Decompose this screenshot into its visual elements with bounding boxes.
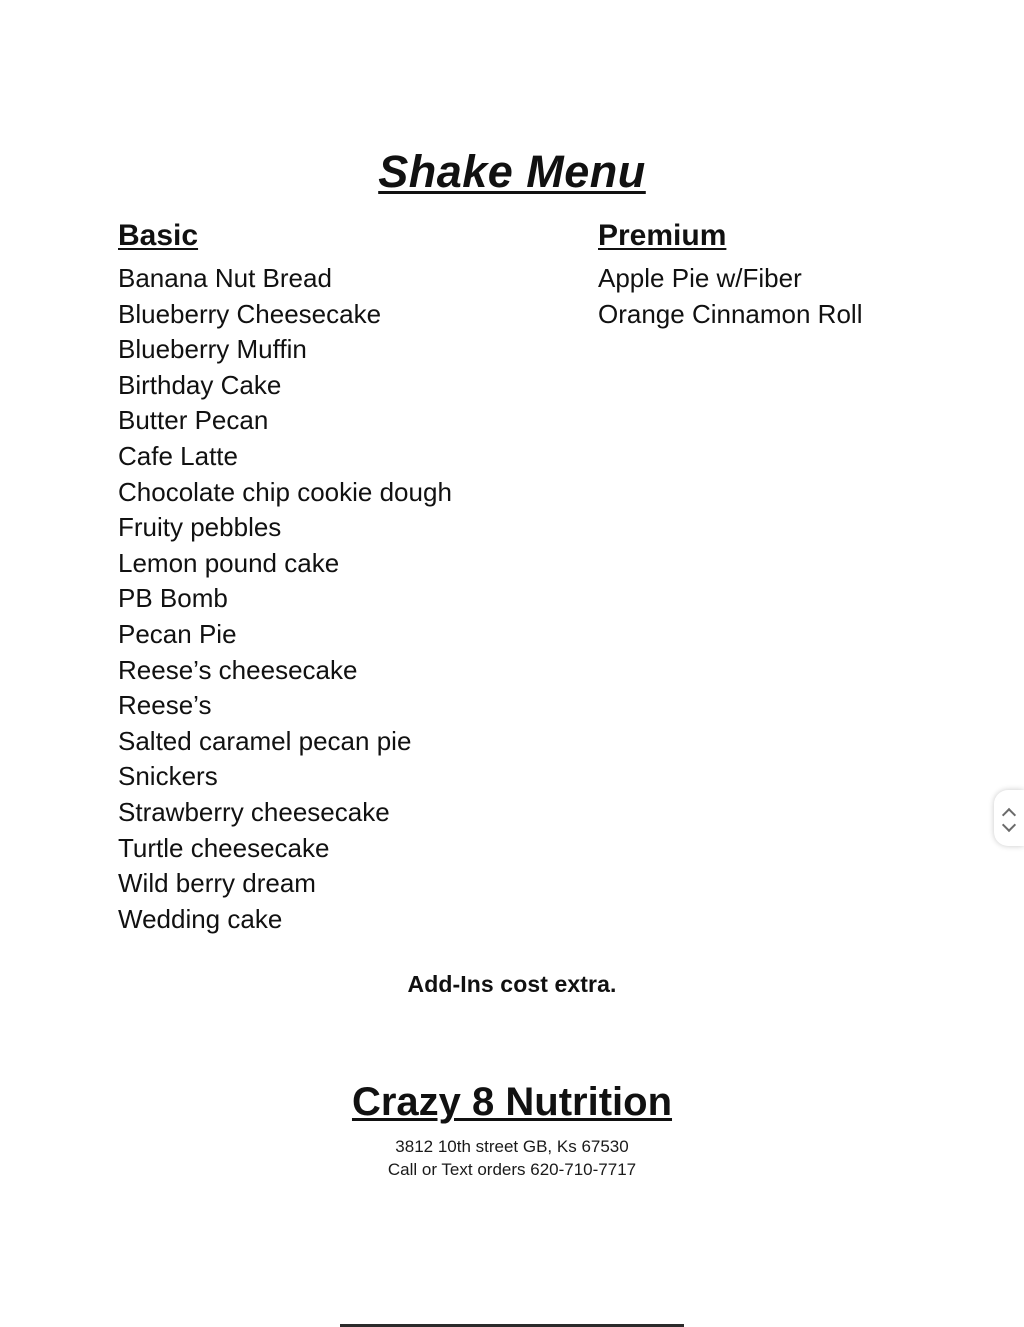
chevron-down-icon[interactable] [1003,821,1016,828]
menu-columns [118,218,918,937]
list-item: PB Bomb [118,583,228,614]
scroll-control[interactable] [994,790,1024,846]
menu-column-premium [598,218,918,332]
menu-column-basic [118,218,598,937]
list-item: Reese’s [118,690,212,721]
column-heading-premium [598,218,918,254]
premium-shake-list [598,261,918,332]
list-item: Wedding cake [118,903,283,934]
column-heading-basic [118,218,598,254]
list-item: Blueberry Muffin [118,334,307,365]
basic-shake-list [118,261,598,937]
list-item: Banana Nut Bread [118,263,332,293]
list-item: Salted caramel pecan pie [118,725,412,756]
list-item: Chocolate chip cookie dough [118,476,452,507]
list-item: Pecan Pie [118,618,237,649]
address-line: 3812 10th street GB, Ks 67530 [395,1137,629,1156]
chevron-up-icon[interactable] [1003,809,1016,816]
business-name [0,1080,1024,1125]
list-item: Strawberry cheesecake [118,796,390,827]
contact-block [0,1135,1024,1181]
list-item: Orange Cinnamon Roll [598,298,863,329]
page-title-text: Shake Menu [378,146,646,197]
column-heading-basic-text: Basic [118,219,199,252]
list-item: Reese’s cheesecake [118,654,358,685]
list-item: Turtle cheesecake [118,832,330,863]
list-item: Apple Pie w/Fiber [598,263,802,293]
list-item: Cafe Latte [118,440,238,471]
column-heading-premium-text: Premium [598,219,727,252]
list-item: Wild berry dream [118,868,316,899]
list-item: Lemon pound cake [118,547,340,578]
list-item: Blueberry Cheesecake [118,298,382,329]
add-ins-note: Add-Ins cost extra. [407,971,617,997]
list-item: Snickers [118,761,218,792]
business-name-text: Crazy 8 Nutrition [351,1080,673,1124]
list-item: Butter Pecan [118,405,269,436]
contact-line: Call or Text orders 620-710-7717 [387,1160,637,1179]
page-title [0,146,1024,198]
list-item: Birthday Cake [118,369,282,400]
list-item: Fruity pebbles [118,512,282,543]
